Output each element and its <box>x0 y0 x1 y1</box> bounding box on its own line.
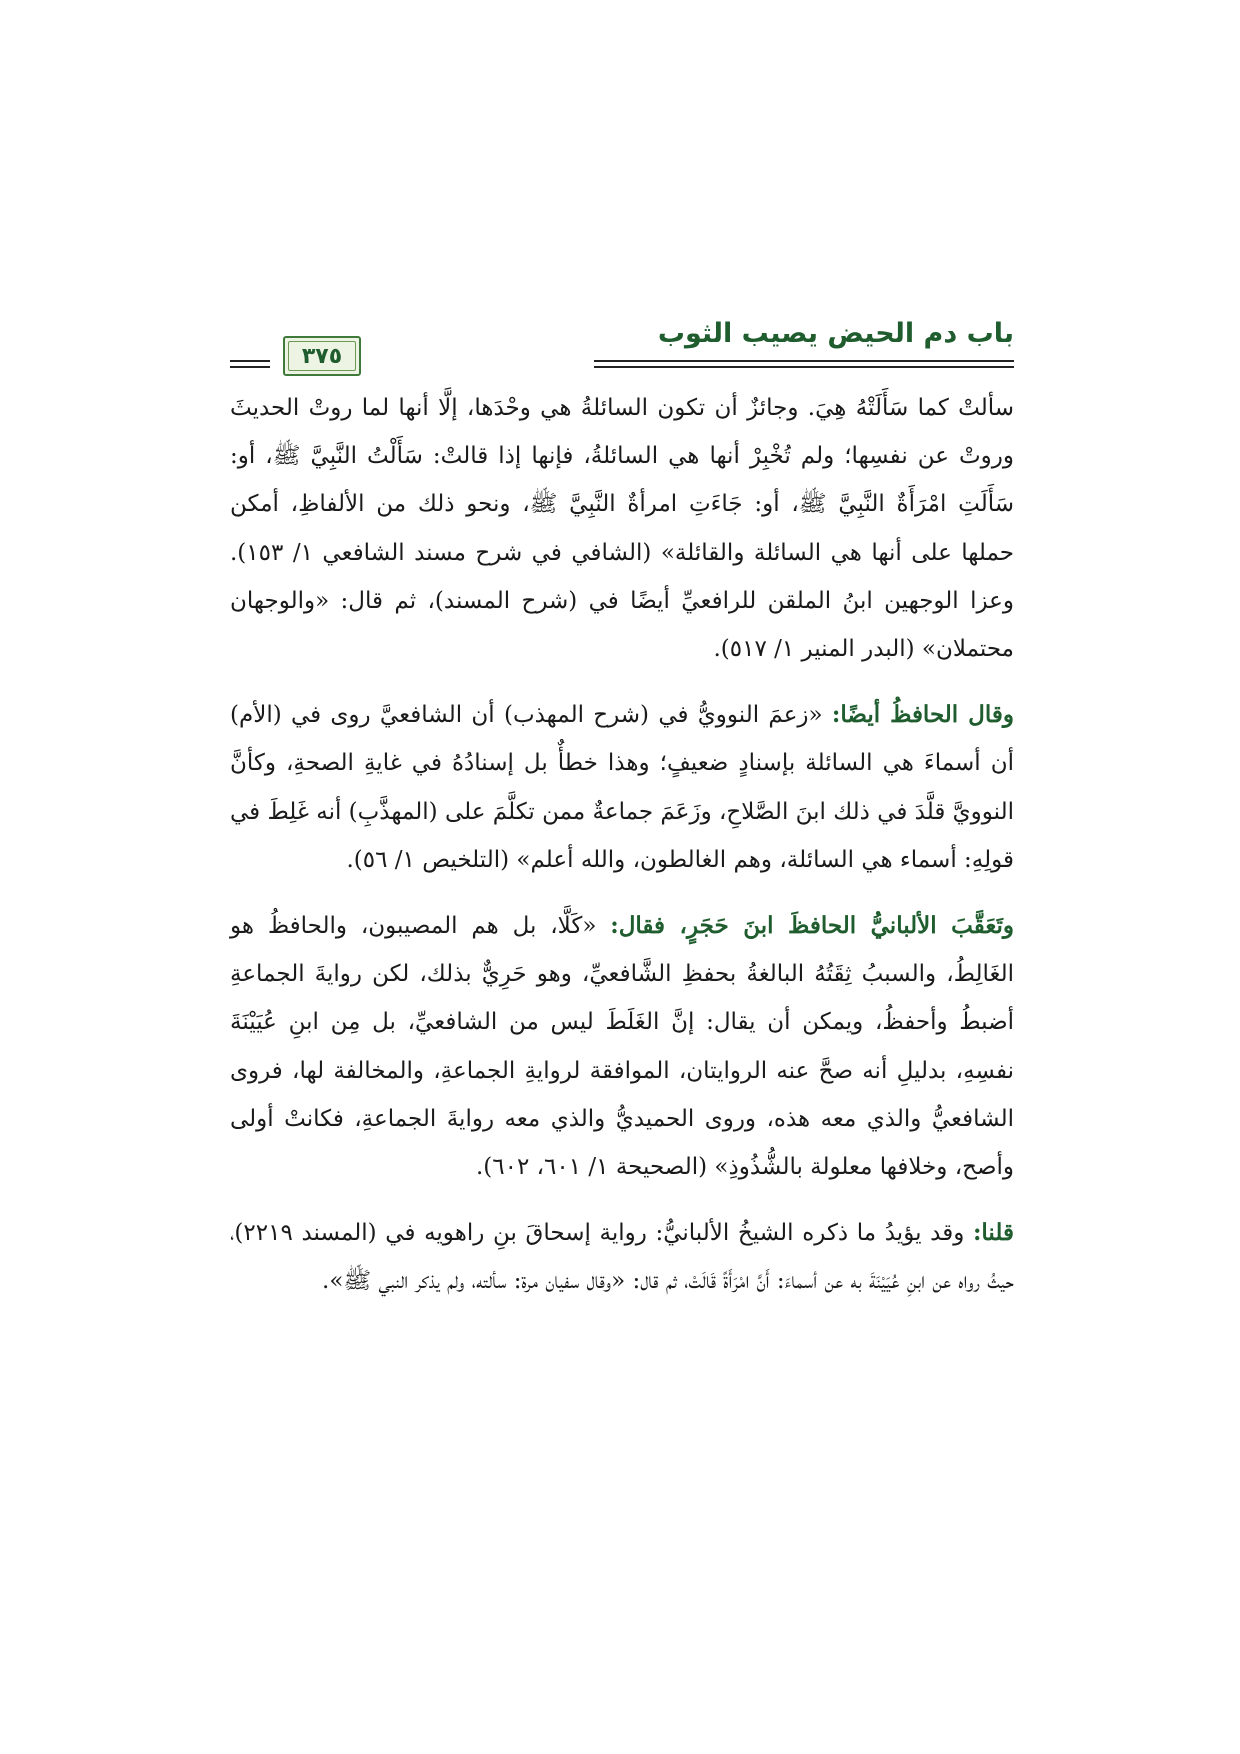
paragraph <box>230 1209 1014 1305</box>
paragraph-lead: وتَعَقَّبَ الألبانيُّ الحافظَ ابنَ حَجَرٍ، فقال: <box>610 912 1014 940</box>
paragraph <box>230 902 1014 1191</box>
paragraph <box>230 691 1014 884</box>
page-body <box>230 384 1014 1324</box>
header-rule <box>230 366 270 368</box>
page-number: ٣٧٥ <box>301 343 343 369</box>
paragraph-text: «كَلَّا، بل هم المصيبون، والحافظُ هو الغَالِطُ، والسببُ ثِقَتُهُ البالغةُ بحفظِ الشَّافعيِّ، وهو حَرِيٌّ بذلك، لكن روايةَ الجماعةِ أضبطُ وأحفظُ، ويمكن أن يقال: إنَّ الغَلَطَ ليس من الشافعيِّ، بل مِن ابنِ عُيَيْنَةَ نفسِهِ، بدليلِ أنه صحَّ عنه الروايتان، الموافقة لروايةِ الجماعةِ، والمخالفة لها، فروى الشافعيُّ والذي معه هذه، وروى الحميديُّ والذي معه روايةَ الجماعةِ، فكانتْ أولى وأصح، وخلافها معلولة بالشُّذُوذِ» (الصحيحة ١/ ٦٠١، ٦٠٢). <box>230 913 1014 1181</box>
paragraph-text: «زعمَ النوويُّ في (شرح المهذب) أن الشافعيَّ روى في (الأم) أن أسماءَ هي السائلة بإسنادٍ ضعيفٍ؛ وهذا خطأٌ بل إسنادُهُ في غايةِ الصحةِ، وكأنَّ النوويَّ قلَّدَ في ذلك ابنَ الصَّلاحِ، وزَعَمَ جماعةٌ ممن تكلَّمَ على (المهذَّبِ) أنه غَلِطَ في قولِهِ: أسماء هي السائلة، وهم الغالطون، والله أعلم» (التلخيص ١/ ٥٦). <box>229 702 1014 873</box>
header-rule <box>594 366 1014 368</box>
header-rule <box>594 360 1014 362</box>
page-header <box>230 318 1014 374</box>
paragraph <box>230 384 1014 673</box>
paragraph-lead: قلنا: <box>972 1219 1014 1247</box>
header-rule <box>230 360 270 362</box>
page-number-badge <box>283 336 361 376</box>
paragraph-text: وقد يؤيدُ ما ذكره الشيخُ الألبانيُّ: رواية إسحاقَ بنِ راهويه في (المسند ٢٢١٩)، حيثُ رواه عن ابنِ عُيَيْنَةَ به عن أسماءَ: أَنَّ امْرَأَةً قَالَتْ، ثم قال: «وقال سفيان مرة: سألته، ولم يذكر النبي ﷺ». <box>230 1220 1014 1295</box>
paragraph-lead: وقال الحافظُ أيضًا: <box>831 701 1014 729</box>
chapter-title: باب دم الحيض يصيب الثوب <box>657 318 1014 349</box>
paragraph-text: سألتْ كما سَأَلَتْهُ هِيَ. وجائزٌ أن تكون السائلةُ هي وحْدَها، إلَّا أنها لما روتْ الحديثَ وروتْ عن نفسِها؛ ولم تُخْبِرْ أنها هي السائلةُ، فإنها إذا قالتْ: سَأَلْتُ النَّبِيَّ ﷺ، أو: سَأَلَتِ امْرَأَةٌ النَّبِيَّ ﷺ، أو: جَاءَتِ امرأةٌ النَّبِيَّ ﷺ، ونحو ذلك من الألفاظِ، أمكن حملها على أنها هي السائلة والقائلة» (الشافي في شرح مسند الشافعي ١/ ١٥٣). وعزا الوجهين ابنُ الملقن للرافعيِّ أيضًا في (شرح المسند)، ثم قال: «والوجهان محتملان» (البدر المنير ١/ ٥١٧). <box>230 395 1015 663</box>
